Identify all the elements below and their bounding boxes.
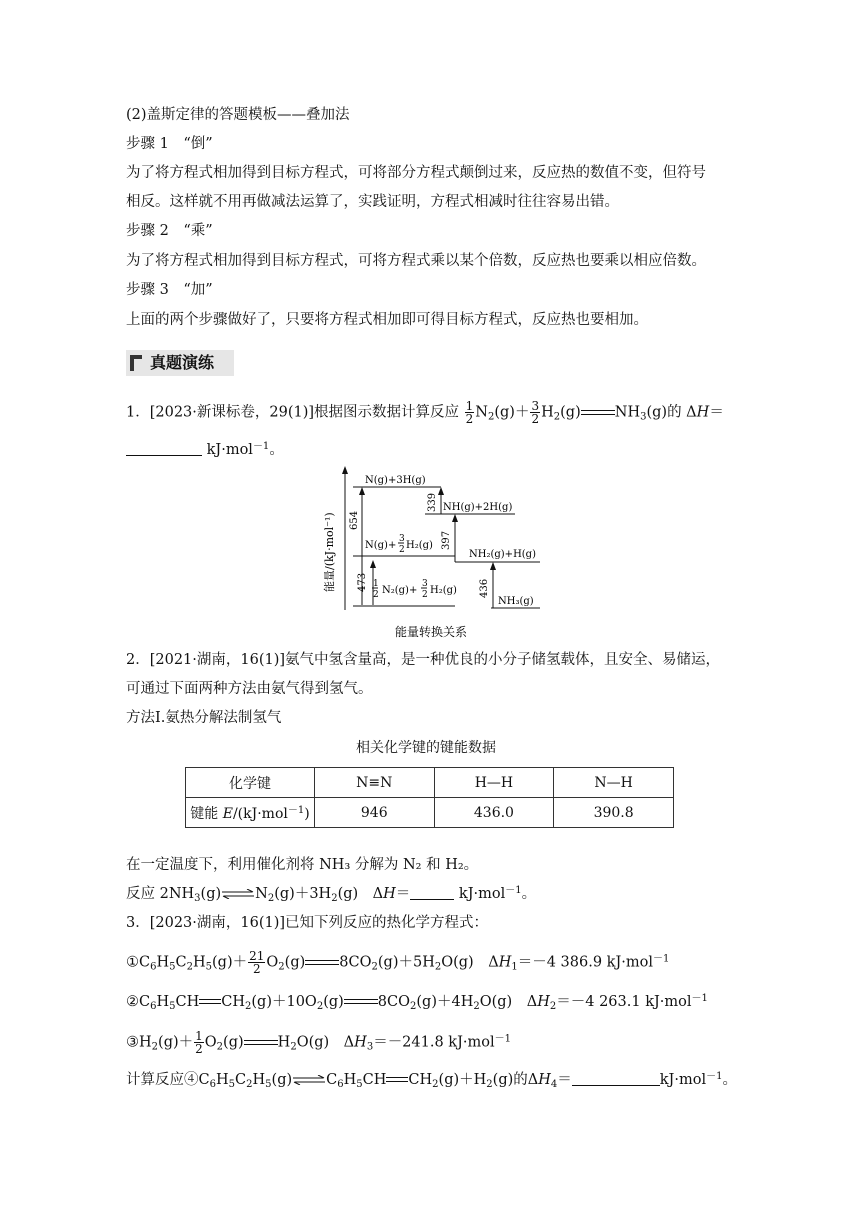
step1-title: 步骤 1 “倒”	[126, 136, 213, 152]
svg-text:H₂(g): H₂(g)	[406, 540, 433, 551]
svg-text:3: 3	[399, 534, 405, 544]
bond-energy-table	[185, 767, 674, 828]
q3-stem: 3．[2023·湖南，16(1)]已知下列反应的热化学方程式：	[126, 915, 489, 931]
step2-text: 为了将方程式相加得到目标方程式，可将方程式乘以某个倍数，反应热也要乘以相应倍数。	[126, 253, 706, 269]
q3-target: 计算反应$④C_6H_5C_2H_5(g)$ $C_6H_5CH$ $CH_2(g)+H_2(g)$的$\Delta H_4= kJ\cdot mol^{-1}$。	[126, 1071, 737, 1090]
table-header-cell: 化学键	[186, 768, 315, 798]
q3-eq1: $①C_6H_5C_2H_5(g)+$ $\frac{21}{2}$ $O_2(g)$ $8CO_2(g)+5H_2O(g)$ $\Delta H_1=-4$ 386.9 kJ·mol$^{-1}$	[126, 949, 670, 976]
step3-text: 上面的两个步骤做好了，只要将方程式相加即可得目标方程式，反应热也要相加。	[126, 312, 648, 328]
diagram-ylabel: 能量/(kJ·mol⁻¹)	[323, 512, 336, 592]
svg-text:1: 1	[373, 579, 379, 589]
step3-title: 步骤 3 “加”	[126, 282, 213, 298]
table-row-label: 键能 E/(kJ·mol$^{-1}$)	[186, 798, 315, 828]
q2-line2: 可通过下面两种方法由氨气得到氢气。	[126, 681, 373, 697]
svg-text:2: 2	[399, 545, 405, 555]
q2-text-after: 在一定温度下，利用催化剂将 NH₃ 分解为 N₂ 和 H₂。	[126, 857, 479, 873]
table-row	[186, 798, 674, 828]
step2-title: 步骤 2 “乘”	[126, 223, 213, 239]
q1-stem: 1．[2023·新课标卷，29(1)]根据图示数据计算反应 $\frac{1}{2}$ $N_2(g)+$ $\frac{3}{2}$ $H_2(g)$ $NH_3(g)$的 ΔH＝	[126, 399, 724, 426]
q2-line1: 2．[2021·湖南，16(1)]氨气中氢含量高，是一种优良的小分子储氢载体，且安全、易储运，	[126, 652, 721, 668]
value-397: 397	[441, 530, 452, 550]
value-473: 473	[357, 572, 368, 592]
energy-diagram	[315, 464, 545, 644]
svg-text:H₂(g): H₂(g)	[430, 585, 457, 596]
section-header	[126, 350, 234, 376]
q3-eq2: $②C_6H_5CH$ $CH_2(g)+10O_2(g)$ $8CO_2(g)+4H_2O(g)$ $\Delta H_2=-4$ 263.1 kJ·mol$^{-1}$	[126, 993, 708, 1012]
level-N3H: N(g)+3H(g)	[365, 475, 426, 486]
table-cell: 946	[314, 798, 434, 828]
q1-answer-line: kJ·mol$^{-1}$。	[126, 440, 284, 460]
table-header-cell: N≡N	[314, 768, 434, 798]
q2-method: 方法Ⅰ.氨热分解法制氢气	[126, 710, 282, 726]
step1-text-b: 相反。这样就不用再做减法运算了，实践证明，方程式相减时往往容易出错。	[126, 194, 619, 210]
svg-text:2: 2	[373, 590, 379, 600]
value-654: 654	[349, 510, 360, 530]
table-cell: 436.0	[434, 798, 554, 828]
section-title: 真题演练	[150, 353, 215, 372]
q3-eq3: $③H_2(g)+$ $\frac{1}{2}$ $O_2(g)$ $H_2O(g)$ $\Delta H_3=-241.8$ kJ·mol$^{-1}$	[126, 1029, 512, 1056]
answer-blank[interactable]	[410, 885, 454, 900]
svg-text:3: 3	[422, 579, 428, 589]
value-436: 436	[479, 578, 490, 598]
q2-reaction: 反应 $2NH_3(g)$ $N_2(g)+3H_2(g)$ ΔH＝ kJ·mol$^{-1}$。	[126, 885, 537, 904]
value-339: 339	[427, 492, 438, 512]
heading-hess-template: (2)盖斯定律的答题模板——叠加法	[126, 107, 350, 123]
level-NH2H: NH(g)+2H(g)	[443, 502, 513, 513]
table-header-cell: H—H	[434, 768, 554, 798]
level-NH3: NH₃(g)	[498, 596, 534, 607]
table-header-cell: N—H	[554, 768, 674, 798]
step1-text-a: 为了将方程式相加得到目标方程式，可将部分方程式颠倒过来，反应热的数值不变，但符号	[126, 165, 706, 181]
table-row	[186, 768, 674, 798]
svg-text:N₂(g)+: N₂(g)+	[382, 585, 418, 596]
level-NH2-H: NH₂(g)+H(g)	[469, 549, 536, 560]
diagram-caption: 能量转换关系	[395, 625, 468, 639]
table-cell: 390.8	[554, 798, 674, 828]
answer-blank[interactable]	[572, 1071, 660, 1086]
svg-text:2: 2	[422, 590, 428, 600]
table-title: 相关化学键的键能数据	[356, 740, 496, 756]
svg-text:N(g)+: N(g)+	[365, 540, 397, 551]
answer-blank[interactable]	[126, 441, 202, 456]
